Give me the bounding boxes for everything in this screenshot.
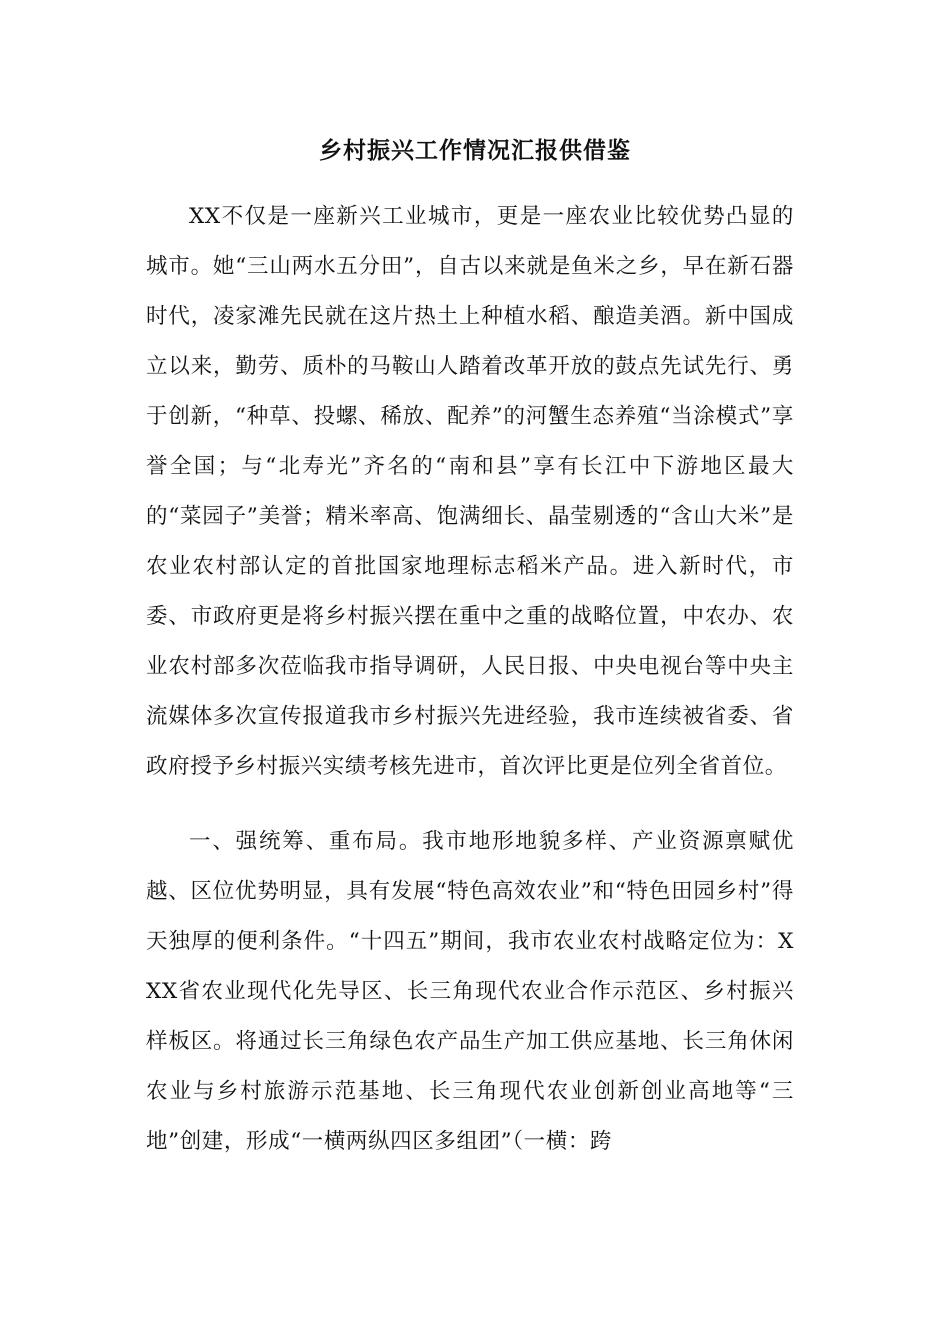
document-body	[146, 192, 794, 1167]
paragraph-section-one: 一、强统筹、重布局。我市地形地貌多样、产业资源禀赋优越、区位优势明显，具有发展“特色高效农业”和“特色田园乡村”得天独厚的便利条件。“十四五”期间，我市农业农村战略定位为：XXX省农业现代化先导区、长三角现代农业合作示范区、乡村振兴样板区。将通过长三角绿色农产品生产加工供应基地、长三角休闲农业与乡村旅游示范基地、长三角现代农业创新创业高地等“三地”创建，形成“一横两纵四区多组团”（一横：跨	[146, 829, 794, 1154]
document-title: 乡村振兴工作情况汇报供借鉴	[319, 138, 631, 164]
paragraph-intro: XX不仅是一座新兴工业城市，更是一座农业比较优势凸显的城市。她“三山两水五分田”，自古以来就是鱼米之乡，早在新石器时代，凌家滩先民就在这片热土上种植水稻、酿造美酒。新中国成立以来，勤劳、质朴的马鞍山人踏着改革开放的鼓点先试先行、勇于创新，“种草、投螺、稀放、配养”的河蟹生态养殖“当涂模式”享誉全国；与“北寿光”齐名的“南和县”享有长江中下游地区最大的“菜园子”美誉；精米率高、饱满细长、晶莹剔透的“含山大米”是农业农村部认定的首批国家地理标志稻米产品。进入新时代，市委、市政府更是将乡村振兴摆在重中之重的战略位置，中农办、农业农村部多次莅临我市指导调研，人民日报、中央电视台等中央主流媒体多次宣传报道我市乡村振兴先进经验，我市连续被省委、省政府授予乡村振兴实绩考核先进市，首次评比更是位列全省首位。	[146, 204, 794, 779]
